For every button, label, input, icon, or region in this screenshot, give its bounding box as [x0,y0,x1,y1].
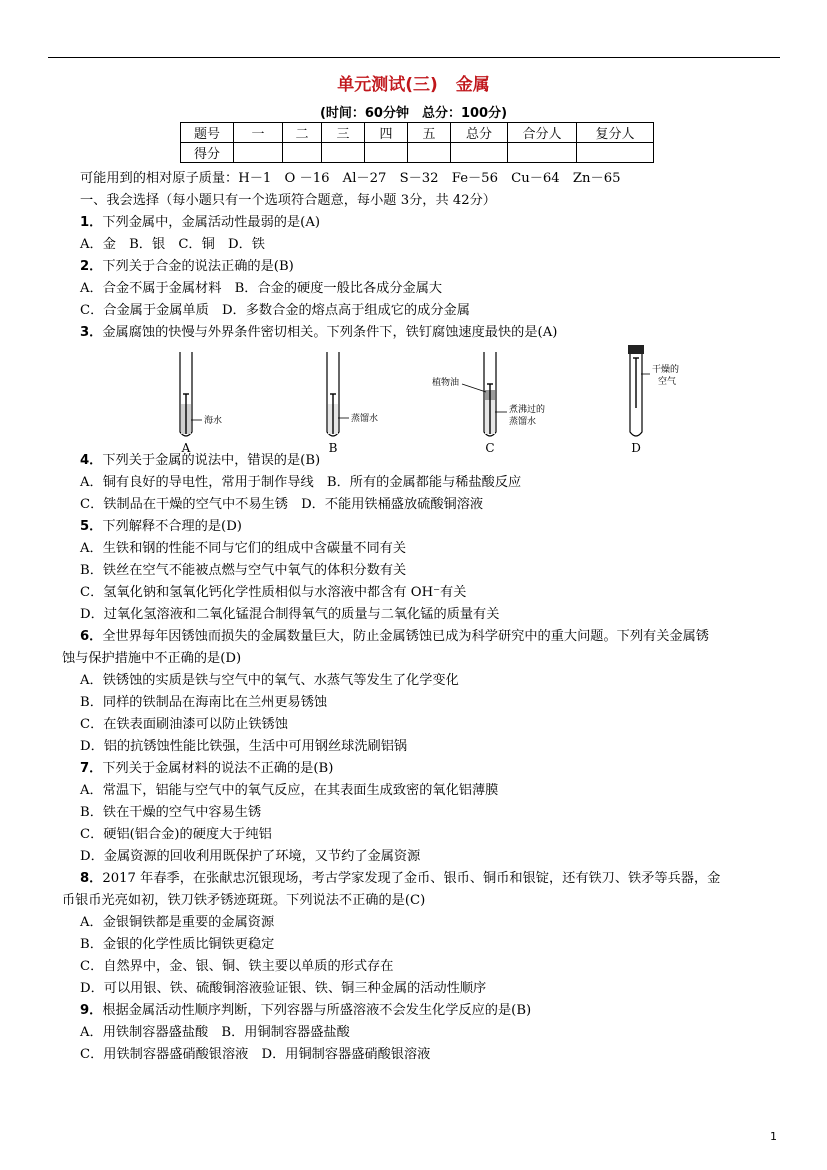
question-4-options-1: A．铜有良好的导电性，常用于制作导线 B．所有的金属都能与稀盐酸反应 [80,475,522,490]
question-number: 4． [80,453,103,468]
score-cell: 三 [322,123,365,143]
question-number: 5． [80,519,103,534]
score-cell: 总分 [451,123,508,143]
question-7-option-d: D．金属资源的回收利用既保护了环境，又节约了金属资源 [80,849,421,864]
question-1-options: A．金 B．银 C．铜 D．铁 [80,237,265,252]
question-stem: 下列关于金属材料的说法不正确的是(B) [102,761,334,776]
score-blank[interactable] [234,143,283,163]
score-blank[interactable] [508,143,577,163]
tube-d-label-2: 空气 [658,377,677,387]
question-stem: 下列关于金属的说法中，错误的是(B) [102,453,321,468]
question-8-option-c: C．自然界中，金、银、铜、铁主要以单质的形式存在 [80,959,394,974]
score-cell: 复分人 [577,123,654,143]
page-subtitle: (时间：60分钟 总分：100分) [319,106,508,121]
tube-a-label: 海水 [204,416,223,426]
question-5-option-c: C．氢氧化钠和氢氧化钙化学性质相似与水溶液中都含有 OH⁻有关 [80,585,467,600]
title-main: 单元测试(三) [337,75,438,95]
score-blank[interactable] [577,143,654,163]
question-5 [80,516,242,538]
score-cell: 一 [234,123,283,143]
question-6-option-b: B．同样的铁制品在海南比在兰州更易锈蚀 [80,695,328,710]
question-6-option-c: C．在铁表面刷油漆可以防止铁锈蚀 [80,717,288,732]
question-number: 1． [80,215,103,230]
title-sub: 金属 [455,75,490,95]
question-stem: 全世界每年因锈蚀而损失的金属数量巨大，防止金属锈蚀已成为科学研究中的重大问题。下列有关金属锈 [102,629,709,644]
question-5-option-b: B．铁丝在空气不能被点燃与空气中氧气的体积分数有关 [80,563,407,578]
tube-letter: A [181,441,191,454]
question-6-option-a: A．铁锈蚀的实质是铁与空气中的氧气、水蒸气等发生了化学变化 [80,673,459,688]
score-cell: 五 [408,123,451,143]
score-blank[interactable] [408,143,451,163]
tube-c-label-1: 煮沸过的 [509,405,546,415]
question-stem: 2017 年春季，在张献忠沉银现场，考古学家发现了金币、银币、铜币和银锭，还有铁刀、铁矛等兵器，金 [102,871,721,886]
score-blank[interactable] [365,143,408,163]
question-2-options-2: C．合金属于金属单质 D．多数合金的熔点高于组成它的成分金属 [80,303,470,318]
question-4 [80,450,320,472]
score-cell: 合分人 [508,123,577,143]
question-7-option-c: C．硬铝(铝合金)的硬度大于纯铝 [80,827,272,842]
question-stem: 下列解释不合理的是(D) [102,519,242,534]
tube-d-label-1: 干燥的 [652,365,680,375]
question-6-stem-cont: 蚀与保护措施中不正确的是(D) [62,651,242,666]
score-cell: 二 [283,123,322,143]
question-8-option-a: A．金银铜铁都是重要的金属资源 [80,915,275,930]
question-7 [80,758,333,780]
page-title [0,70,827,95]
score-blank[interactable] [322,143,365,163]
top-rule [48,57,780,58]
question-1 [80,212,320,234]
question-3 [80,322,557,344]
tube-letter: B [328,441,338,454]
question-number: 3． [80,325,103,340]
question-9 [80,1000,531,1022]
question-8-stem-cont: 币银币光亮如初，铁刀铁矛锈迹斑斑。下列说法不正确的是(C) [62,893,426,908]
question-8-option-d: D．可以用银、铁、硫酸铜溶液验证银、铁、铜三种金属的活动性顺序 [80,981,487,996]
score-row-label: 得分 [181,143,234,163]
question-number: 2． [80,259,103,274]
score-cell: 题号 [181,123,234,143]
question-6-option-d: D．铝的抗锈蚀性能比铁强，生活中可用钢丝球洗刷铝锅 [80,739,408,754]
question-number: 6． [80,629,103,644]
question-stem: 金属腐蚀的快慢与外界条件密切相关。下列条件下，铁钉腐蚀速度最快的是(A) [102,325,558,340]
question-number: 8． [80,871,103,886]
question-stem: 下列关于合金的说法正确的是(B) [102,259,294,274]
atomic-mass-line: 可能用到的相对原子质量：H－1 O －16 Al－27 S－32 Fe－56 Cu－64 Zn－65 [80,171,621,186]
question-6 [80,626,709,648]
tube-d-stopper [628,345,644,354]
page-number: 1 [770,1130,777,1143]
tube-c-oil-label: 植物油 [432,378,460,388]
section-heading: 一、我会选择（每小题只有一个选项符合题意，每小题 3分，共 42分） [80,193,496,208]
question-number: 7． [80,761,103,776]
test-tube-figure [150,344,710,454]
score-table [180,122,654,163]
score-cell: 四 [365,123,408,143]
question-stem: 下列金属中，金属活动性最弱的是(A) [102,215,320,230]
question-7-option-b: B．铁在干燥的空气中容易生锈 [80,805,262,820]
question-9-options-1: A．用铁制容器盛盐酸 B．用铜制容器盛盐酸 [80,1025,350,1040]
score-blank[interactable] [283,143,322,163]
question-5-option-d: D．过氧化氢溶液和二氧化锰混合制得氧气的质量与二氧化锰的质量有关 [80,607,500,622]
question-9-options-2: C．用铁制容器盛硝酸银溶液 D．用铜制容器盛硝酸银溶液 [80,1047,431,1062]
score-blank[interactable] [451,143,508,163]
tube-letter: D [631,441,641,454]
tube-b-label: 蒸馏水 [351,414,379,424]
tube-c-label-2: 蒸馏水 [509,417,537,427]
score-table-header-row [181,123,654,143]
question-8 [80,868,720,890]
tube-letter: C [485,441,495,454]
question-8-option-b: B．金银的化学性质比铜铁更稳定 [80,937,275,952]
question-stem: 根据金属活动性顺序判断，下列容器与所盛溶液不会发生化学反应的是(B) [102,1003,532,1018]
question-2-options-1: A．合金不属于金属材料 B．合金的硬度一般比各成分金属大 [80,281,443,296]
question-5-option-a: A．生铁和钢的性能不同与它们的组成中含碳量不同有关 [80,541,407,556]
question-number: 9． [80,1003,103,1018]
question-4-options-2: C．铁制品在干燥的空气中不易生锈 D．不能用铁桶盛放硫酸铜溶液 [80,497,484,512]
question-7-option-a: A．常温下，铝能与空气中的氧气反应，在其表面生成致密的氧化铝薄膜 [80,783,499,798]
question-2 [80,256,294,278]
score-table-score-row [181,143,654,163]
